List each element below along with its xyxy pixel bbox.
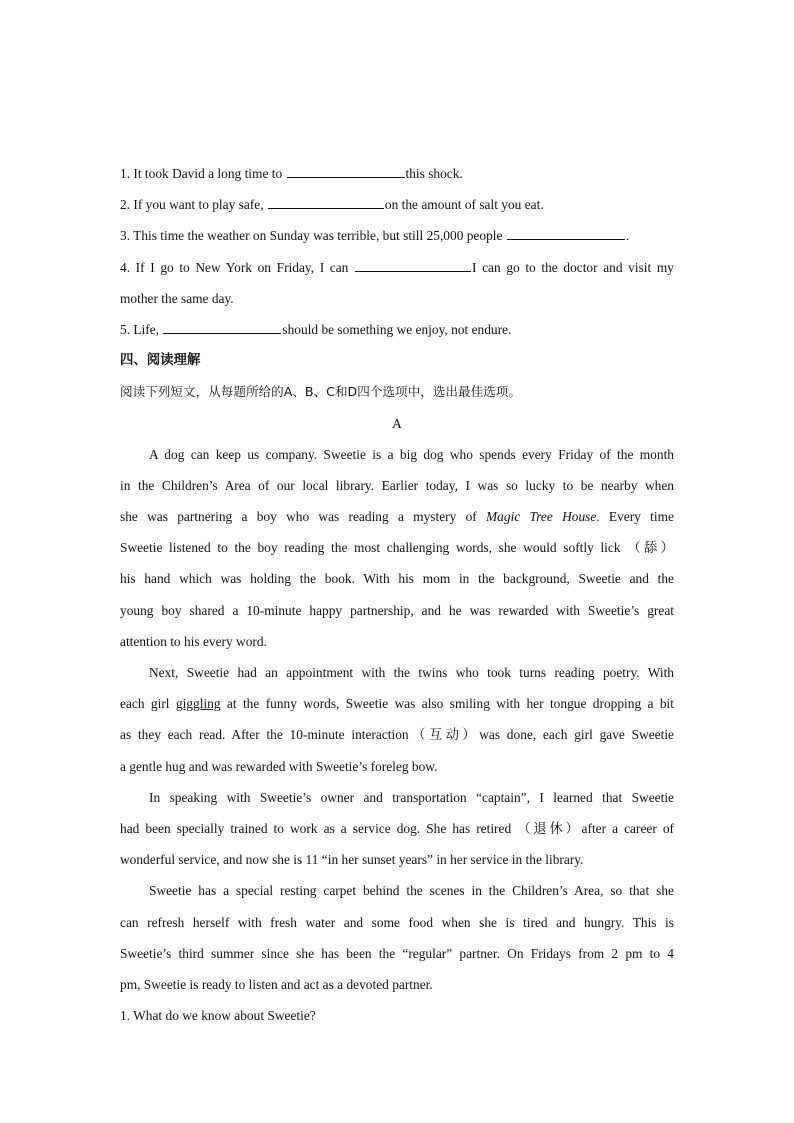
text-run: each girl (120, 696, 176, 712)
paragraph-line: attention to his every word. (120, 633, 267, 649)
answer-blank[interactable] (507, 227, 625, 240)
fill-in-question-1 (120, 158, 674, 189)
paragraph-line: Sweetie’s third summer since she has been the “regular” partner. On Fridays from 2 pm to 4 (120, 945, 674, 961)
question-text: 4. If I go to New York on Friday, I can (120, 259, 355, 275)
section-instruction: 阅读下列短文，从每题所给的A、B、C和D四个选项中，选出最佳选项。 (120, 384, 521, 400)
question-text: 1. It took David a long time to (120, 166, 286, 181)
fill-in-question-2 (120, 189, 674, 220)
question-text: 2. If you want to play safe, (120, 197, 267, 213)
paragraph-line: in the Children’s Area of our local library. Earlier today, I was so lucky to be nearby when (120, 477, 674, 493)
question-text: 5. Life, (120, 321, 163, 337)
paragraph-line: his hand which was holding the book. With his mom in the background, Sweetie and the (120, 571, 674, 587)
passage-paragraph-3 (120, 782, 674, 876)
paragraph-line (120, 501, 674, 532)
fill-in-question-4-continued: mother the same day. (120, 290, 234, 306)
paragraph-line: In speaking with Sweetie’s owner and transportation “captain”, I learned that Sweetie (149, 789, 674, 805)
passage-paragraph-4 (120, 875, 674, 1000)
paragraph-line: young boy shared a 10-minute happy partnership, and he was rewarded with Sweetie’s great (120, 602, 674, 618)
paragraph-line: as they each read. After the 10-minute interaction（互动）was done, each girl gave Sweetie (120, 727, 674, 743)
text-run: she was partnering a boy who was reading a mystery of (120, 509, 487, 525)
underlined-word: giggling (175, 696, 221, 712)
passage-label: A (392, 415, 402, 431)
passage-paragraph-1 (120, 439, 674, 657)
paragraph-line: had been specially trained to work as a service dog. She has retired （退休）after a career of (120, 820, 674, 836)
question-text: should be something we enjoy, not endure. (282, 321, 512, 337)
paragraph-line: can refresh herself with fresh water and some food when she is tired and hungry. This is (120, 914, 674, 930)
text-run: at the funny words, Sweetie was also smiling with her tongue dropping a bit (220, 696, 674, 712)
paragraph-line: A dog can keep us company. Sweetie is a big dog who spends every Friday of the month (149, 446, 674, 462)
paragraph-line: Sweetie listened to the boy reading the most challenging words, she would softly lick （舔） (120, 540, 674, 556)
fill-in-question-4 (120, 252, 674, 283)
fill-in-question-5 (120, 314, 674, 345)
paragraph-line: Sweetie has a special resting carpet behind the scenes in the Children’s Area, so that she (149, 883, 674, 899)
text-run: . Every time (596, 509, 674, 525)
question-text: I can go to the doctor and visit my (472, 259, 674, 275)
paragraph-line: wonderful service, and now she is 11 “in her sunset years” in her service in the library. (120, 852, 584, 868)
worksheet-page (120, 158, 674, 1031)
answer-blank[interactable] (287, 165, 405, 178)
question-text: this shock. (405, 166, 463, 181)
section-heading: 四、阅读理解 (120, 353, 201, 369)
fill-in-question-3 (120, 220, 674, 251)
paragraph-line: pm, Sweetie is ready to listen and act as a devoted partner. (120, 976, 433, 992)
question-text: . (625, 228, 630, 244)
answer-blank[interactable] (268, 196, 384, 209)
paragraph-line: a gentle hug and was rewarded with Sweetie’s foreleg bow. (120, 758, 438, 774)
answer-blank[interactable] (355, 259, 471, 272)
paragraph-line (120, 688, 674, 719)
paragraph-line: Next, Sweetie had an appointment with the twins who took turns reading poetry. With (149, 665, 674, 680)
answer-blank[interactable] (163, 321, 281, 334)
passage-paragraph-2 (120, 657, 674, 782)
question-text: 3. This time the weather on Sunday was terrible, but still 25,000 people (120, 228, 506, 244)
book-title: Magic Tree House (486, 509, 597, 525)
comprehension-question-1: 1. What do we know about Sweetie? (120, 1008, 316, 1024)
question-text: on the amount of salt you eat. (384, 197, 544, 213)
